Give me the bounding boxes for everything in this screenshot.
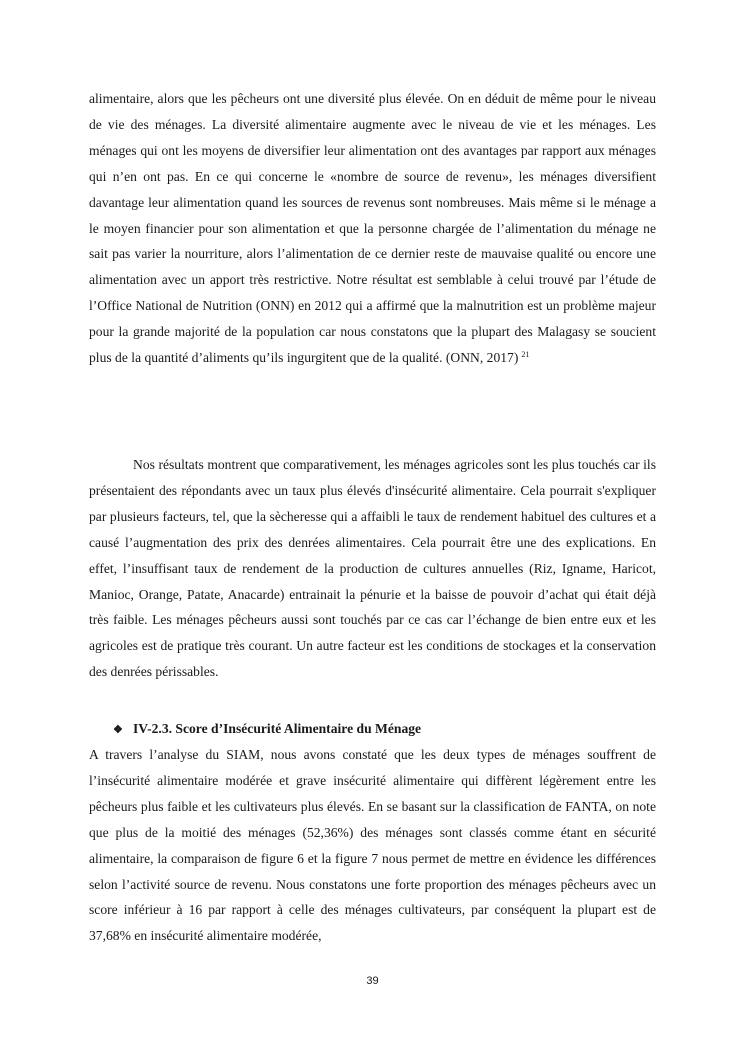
page-number: 39 — [366, 975, 379, 987]
paragraph-diversite-alimentaire — [89, 86, 656, 371]
footnote-reference[interactable]: 21 — [521, 349, 530, 359]
paragraph-3-text: A travers l’analyse du SIAM, nous avons constaté que les deux types de ménages souffrent de l’insécurité alimentaire modérée et grave insécurité alimentaire qui diffèrent légèrement entre les pêcheurs plus faible et les cultivateurs plus élevés. En se basant sur la classification de FANTA, on note que plus de la moitié des ménages (52,36%) des ménages sont classés comme étant en sécurité alimentaire, la comparaison de figure 6 et la figure 7 nous permet de mettre en évidence les différences selon l’activité source de revenu. Nous constatons une forte proportion des ménages pêcheurs avec un score inférieur à 16 par rapport à celle des ménages cultivateurs, par conséquent la plupart est de 37,68% en insécurité alimentaire modérée, — [89, 747, 656, 944]
paragraph-menages-agricoles — [89, 452, 656, 685]
diamond-bullet-icon: ❖ — [113, 723, 123, 736]
paragraph-2-text: Nos résultats montrent que comparativement, les ménages agricoles sont les plus touchés car ils présentaient des répondants avec un taux plus élevés d'insécurité alimentaire. Cela pourrait s'expliquer par plusieurs facteurs, tel, que la sècheresse qui a affaibli le taux de rendement habituel des cultures et a causé l’augmentation des prix des denrées alimentaires. Cela pourrait être une des explications. En effet, l’insuffisant taux de rendement de la production de cultures annuelles (Riz, Igname, Haricot, Manioc, Orange, Patate, Anacarde) entrainait la pénurie et la baisse de pouvoir d’achat qui était déjà très faible. Les ménages pêcheurs aussi sont touchés par ce cas car l’échange de bien entre eux et les agricoles est de pratique très courant. Un autre facteur est les conditions de stockages et la conservation des denrées périssables. — [89, 457, 656, 680]
section-heading — [113, 721, 421, 737]
paragraph-1-text: alimentaire, alors que les pêcheurs ont une diversité plus élevée. On en déduit de même pour le niveau de vie des ménages. La diversité alimentaire augmente avec le niveau de vie et les ménages. Les ménages qui ont les moyens de diversifier leur alimentation ont des avantages par rapport aux ménages qui n’en ont pas. En ce qui concerne le «nombre de source de revenu», les ménages diversifient davantage leur alimentation quand les sources de revenus sont nombreuses. Mais même si le ménage a le moyen financier pour son alimentation et que la personne chargée de l’alimentation du ménage ne sait pas varier la nourriture, alors l’alimentation de ce dernier reste de mauvaise qualité ou encore une alimentation avec un apport très restrictive. Notre résultat est semblable à celui trouvé par l’étude de l’Office National de Nutrition (ONN) en 2012 qui a affirmé que la malnutrition est un problème majeur pour la grande majorité de la population car nous constatons que la plupart des Malagasy se soucient plus de la quantité d’aliments qu’ils ingurgitent que de la qualité. (ONN, 2017) — [89, 91, 656, 366]
section-heading-text: IV-2.3. Score d’Insécurité Alimentaire du Ménage — [133, 721, 422, 736]
paragraph-siam-analyse — [89, 742, 656, 949]
